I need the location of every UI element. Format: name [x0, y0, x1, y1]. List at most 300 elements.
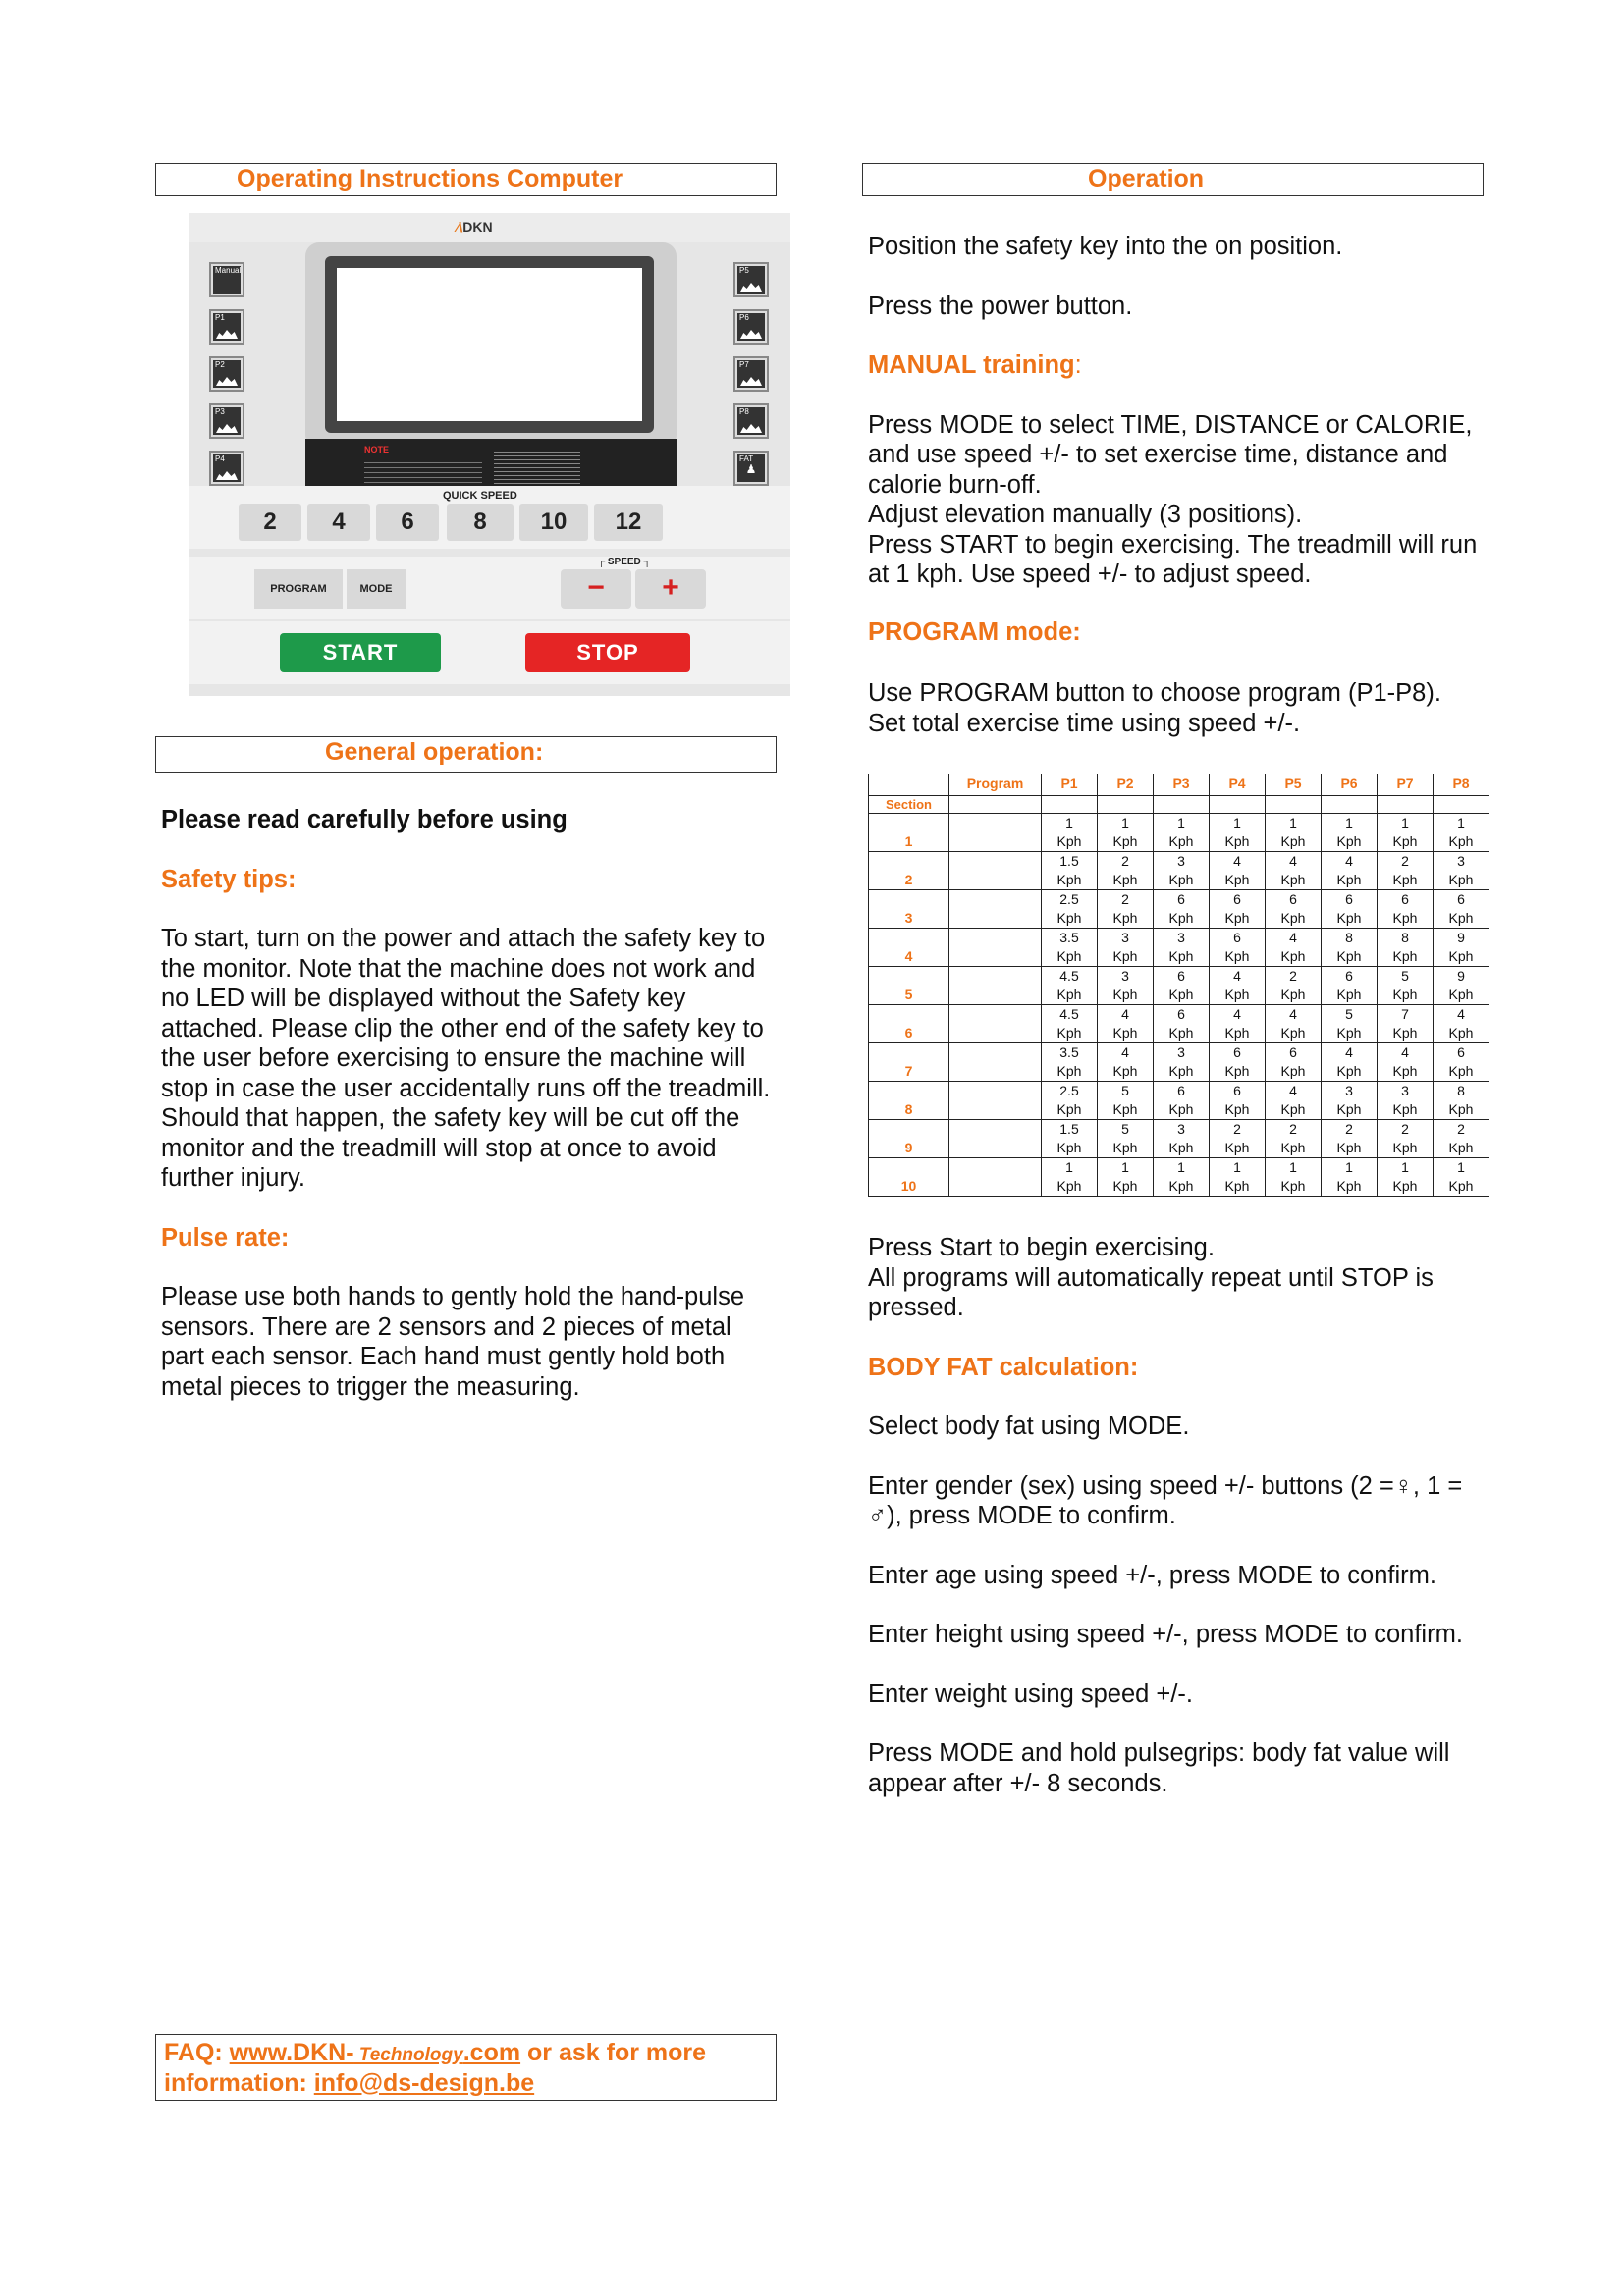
section-header: Section	[869, 796, 949, 814]
empty-cell	[949, 1158, 1042, 1197]
p6-button[interactable]	[735, 311, 767, 343]
speed-unit: Kph	[1168, 1063, 1194, 1079]
manual-heading-text: MANUAL training	[868, 351, 1075, 379]
spacer	[161, 1194, 776, 1223]
pulse-heading: Pulse rate:	[161, 1223, 290, 1252]
p8-button[interactable]	[735, 405, 767, 437]
speed-value: 3	[1457, 853, 1465, 869]
speed-cell	[1042, 1120, 1098, 1158]
fat-label: FAT	[739, 454, 754, 463]
quick-speed-4-button[interactable]: 4	[307, 504, 370, 541]
speed-cell	[1322, 1043, 1378, 1082]
speed-value: 6	[1177, 891, 1185, 907]
table-row	[869, 1082, 1489, 1120]
empty-cell	[1266, 796, 1322, 814]
speed-cell	[1378, 967, 1434, 1005]
quick-speed-8-button[interactable]: 8	[447, 504, 514, 541]
speed-unit: Kph	[1224, 1101, 1250, 1117]
speed-cell	[1322, 1082, 1378, 1120]
speed-cell	[1154, 1120, 1210, 1158]
spacer	[868, 1382, 1487, 1412]
speed-unit: Kph	[1280, 833, 1306, 849]
speed-value: 5	[1121, 1083, 1129, 1098]
mode-button[interactable]: MODE	[347, 569, 406, 609]
speed-unit: Kph	[1168, 1178, 1194, 1194]
speed-cell	[1098, 1082, 1154, 1120]
table-row	[869, 1043, 1489, 1082]
console-brand: DKN	[462, 219, 493, 235]
speed-value: 8	[1345, 930, 1353, 945]
speed-value: 6	[1401, 891, 1409, 907]
speed-cell	[1210, 1043, 1266, 1082]
speed-unit: Kph	[1224, 1140, 1250, 1155]
speed-cell	[1266, 1082, 1322, 1120]
empty-cell	[949, 890, 1042, 929]
speed-unit: Kph	[1224, 1063, 1250, 1079]
p4-label: P4	[215, 454, 225, 463]
quick-speed-label: QUICK SPEED	[443, 490, 517, 502]
speed-cell	[1434, 1005, 1489, 1043]
table-row	[869, 929, 1489, 967]
p1-button[interactable]	[211, 311, 243, 343]
speed-value: 6	[1345, 968, 1353, 984]
speed-value: 2	[1121, 891, 1129, 907]
p6-label: P6	[739, 313, 749, 322]
speed-value: 6	[1177, 1083, 1185, 1098]
bodyfat-text-6: Press MODE and hold pulsegrips: body fat value will appear after +/- 8 seconds.	[868, 1739, 1450, 1797]
speed-unit: Kph	[1224, 1025, 1250, 1041]
speed-cell	[1098, 814, 1154, 852]
speed-cell	[1378, 814, 1434, 852]
speed-value: 4	[1289, 930, 1297, 945]
section-cell: 6	[869, 1005, 949, 1043]
speed-cell	[1378, 890, 1434, 929]
spacer	[868, 321, 1487, 350]
faq-website-link[interactable]	[230, 2039, 520, 2066]
p3-label: P3	[215, 407, 225, 416]
p3-button[interactable]	[211, 405, 243, 437]
table-row	[869, 1120, 1489, 1158]
speed-unit: Kph	[1448, 1101, 1474, 1117]
safety-heading: Safety tips:	[161, 865, 297, 893]
corner-cell	[869, 774, 949, 796]
speed-cell	[1266, 1043, 1322, 1082]
quick-speed-12-button[interactable]: 12	[594, 504, 663, 541]
empty-cell	[1154, 796, 1210, 814]
spacer	[868, 262, 1487, 292]
speed-cell	[1098, 1120, 1154, 1158]
speed-cell	[1378, 1005, 1434, 1043]
speed-value: 4	[1289, 1006, 1297, 1022]
speed-value: 4	[1233, 853, 1241, 869]
speed-unit: Kph	[1224, 910, 1250, 926]
speed-cell	[1434, 1043, 1489, 1082]
speed-cell	[1098, 890, 1154, 929]
speed-unit: Kph	[1280, 987, 1306, 1002]
safety-key-text: Position the safety key into the on position.	[868, 233, 1343, 260]
manual-button[interactable]	[211, 264, 243, 295]
spacer	[161, 1253, 776, 1282]
col-header-p1: P1	[1042, 774, 1098, 796]
speed-cell	[1378, 1158, 1434, 1197]
spacer	[868, 590, 1487, 617]
speed-cell	[1210, 967, 1266, 1005]
speed-cell	[1210, 929, 1266, 967]
speed-cell	[1042, 1005, 1098, 1043]
manual-label: Manual	[215, 266, 242, 275]
section-cell: 7	[869, 1043, 949, 1082]
profile-icon	[740, 282, 762, 292]
speed-cell	[1322, 814, 1378, 852]
speed-cell	[1154, 967, 1210, 1005]
speed-cell	[1434, 890, 1489, 929]
speed-value: 1	[1345, 1159, 1353, 1175]
speed-cell	[1154, 929, 1210, 967]
speed-value: 1	[1177, 1159, 1185, 1175]
section-header-row	[869, 796, 1489, 814]
speed-cell	[1378, 929, 1434, 967]
col-header-p5: P5	[1266, 774, 1322, 796]
empty-cell	[949, 796, 1042, 814]
col-header-p8: P8	[1434, 774, 1489, 796]
speed-unit: Kph	[1168, 987, 1194, 1002]
speed-value: 2	[1345, 1121, 1353, 1137]
quick-speed-6-button[interactable]: 6	[376, 504, 439, 541]
right-heading-box	[862, 163, 1484, 196]
empty-cell	[949, 1120, 1042, 1158]
speed-cell	[1154, 1082, 1210, 1120]
empty-cell	[949, 929, 1042, 967]
speed-value: 1	[1065, 815, 1073, 830]
speed-unit: Kph	[1392, 833, 1418, 849]
speed-value: 4	[1289, 1083, 1297, 1098]
empty-cell	[949, 852, 1042, 890]
manual-heading	[868, 350, 1487, 381]
table-row	[869, 814, 1489, 852]
p5-label: P5	[739, 266, 749, 275]
spacer	[868, 647, 1487, 678]
profile-icon	[216, 470, 238, 480]
section-cell: 9	[869, 1120, 949, 1158]
speed-value: 1	[1121, 815, 1129, 830]
speed-cell	[1434, 1158, 1489, 1197]
col-header-p4: P4	[1210, 774, 1266, 796]
speed-value: 1	[1177, 815, 1185, 830]
speed-value: 9	[1457, 930, 1465, 945]
speed-cell	[1434, 852, 1489, 890]
treadmill-console-image	[189, 213, 790, 696]
safety-text: To start, turn on the power and attach the safety key to the monitor. Note that the machine does not work and no LED will be displayed without the Safety key attached. Please clip the other end of the safety key to the user before exercising to ensure the machine will stop in case the user accidentally runs off the treadmill. Should that happen, the safety key will be cut off the monitor and the treadmill will stop at once to avoid further injury.	[161, 925, 771, 1192]
speed-unit: Kph	[1336, 1063, 1362, 1079]
speed-value: 4	[1401, 1044, 1409, 1060]
speed-value: 8	[1457, 1083, 1465, 1098]
spacer	[868, 381, 1487, 410]
read-carefully: Please read carefully before using	[161, 806, 568, 833]
col-header-p2: P2	[1098, 774, 1154, 796]
fat-button[interactable]	[735, 453, 767, 484]
speed-unit: Kph	[1336, 948, 1362, 964]
table-row	[869, 967, 1489, 1005]
start-button[interactable]: START	[280, 633, 441, 672]
speed-cell	[1210, 1082, 1266, 1120]
speed-value: 4	[1345, 853, 1353, 869]
speed-value: 5	[1401, 968, 1409, 984]
program-table-body	[869, 814, 1489, 1197]
left-heading-box	[155, 163, 777, 196]
speed-cell	[1042, 1158, 1098, 1197]
p2-button[interactable]	[211, 358, 243, 390]
empty-cell	[949, 814, 1042, 852]
speed-plus-button[interactable]: +	[635, 569, 706, 609]
bodyfat-text-3: Enter age using speed +/-, press MODE to confirm.	[868, 1561, 1436, 1589]
speed-value: 3	[1345, 1083, 1353, 1098]
speed-value: 3	[1121, 968, 1129, 984]
program-table	[868, 774, 1489, 1197]
speed-cell	[1098, 967, 1154, 1005]
speed-cell	[1434, 1120, 1489, 1158]
speed-cell	[1322, 890, 1378, 929]
speed-unit: Kph	[1448, 987, 1474, 1002]
speed-value: 6	[1233, 930, 1241, 945]
bodyfat-heading: BODY FAT calculation:	[868, 1353, 1139, 1381]
speed-value: 2	[1401, 1121, 1409, 1137]
speed-value: 1	[1457, 1159, 1465, 1175]
empty-cell	[1210, 796, 1266, 814]
section-cell: 8	[869, 1082, 949, 1120]
profile-icon	[740, 329, 762, 339]
program-text-1: Use PROGRAM button to choose program (P1-P8).	[868, 679, 1441, 707]
speed-cell	[1154, 1043, 1210, 1082]
faq-middle: or ask for more information:	[164, 2039, 707, 2097]
speed-unit: Kph	[1392, 872, 1418, 887]
left-heading: Operating Instructions Computer	[237, 165, 623, 192]
manual-heading-colon: :	[1074, 351, 1082, 379]
program-button[interactable]: PROGRAM	[254, 569, 343, 609]
section-cell: 2	[869, 852, 949, 890]
speed-value: 3	[1121, 930, 1129, 945]
speed-cell	[1154, 890, 1210, 929]
speed-unit: Kph	[1112, 1025, 1138, 1041]
note-label: NOTE	[364, 445, 390, 454]
general-heading: General operation:	[325, 738, 544, 766]
speed-cell	[1042, 1082, 1098, 1120]
speed-unit: Kph	[1392, 910, 1418, 926]
program-text-2: Set total exercise time using speed +/-.	[868, 709, 1301, 737]
empty-cell	[949, 1005, 1042, 1043]
speed-value: 4	[1121, 1006, 1129, 1022]
spacer	[868, 1709, 1487, 1738]
table-row	[869, 890, 1489, 929]
speed-value: 1	[1065, 1159, 1073, 1175]
speed-unit: Kph	[1056, 1178, 1082, 1194]
empty-cell	[949, 1082, 1042, 1120]
speed-value: 3	[1177, 853, 1185, 869]
right-text-bottom	[868, 1233, 1487, 1798]
speed-unit: Kph	[1392, 1025, 1418, 1041]
program-heading: PROGRAM mode:	[868, 617, 1081, 646]
speed-unit: Kph	[1448, 833, 1474, 849]
speed-unit: Kph	[1448, 1140, 1474, 1155]
speed-value: 1	[1457, 815, 1465, 830]
speed-unit: Kph	[1280, 1063, 1306, 1079]
speed-unit: Kph	[1280, 1178, 1306, 1194]
p4-button[interactable]	[211, 453, 243, 484]
speed-unit: Kph	[1280, 1025, 1306, 1041]
bodyfat-text-2: Enter gender (sex) using speed +/- buttons (2 =♀, 1 = ♂), press MODE to confirm.	[868, 1471, 1463, 1529]
speed-cell	[1154, 814, 1210, 852]
speed-cell	[1434, 814, 1489, 852]
speed-value: 7	[1401, 1006, 1409, 1022]
faq-link-tech: Technology	[353, 2045, 463, 2065]
speed-unit: Kph	[1112, 872, 1138, 887]
speed-unit: Kph	[1336, 910, 1362, 926]
empty-cell	[949, 967, 1042, 1005]
speed-unit: Kph	[1448, 1025, 1474, 1041]
speed-unit: Kph	[1112, 948, 1138, 964]
speed-value: 2	[1289, 968, 1297, 984]
speed-unit: Kph	[1280, 1140, 1306, 1155]
speed-unit: Kph	[1168, 1025, 1194, 1041]
spacer	[868, 1442, 1487, 1471]
right-text-top	[868, 232, 1487, 738]
speed-cell	[1098, 1005, 1154, 1043]
speed-unit: Kph	[1280, 872, 1306, 887]
speed-unit: Kph	[1336, 1025, 1362, 1041]
p7-button[interactable]	[735, 358, 767, 390]
speed-value: 3	[1177, 1121, 1185, 1137]
speed-cell	[1322, 967, 1378, 1005]
spacer	[161, 835, 776, 865]
speed-unit: Kph	[1056, 833, 1082, 849]
faq-link-part-a: www.DKN-	[229, 2039, 354, 2066]
speed-cell	[1434, 929, 1489, 967]
speed-unit: Kph	[1336, 987, 1362, 1002]
speed-unit: Kph	[1168, 1140, 1194, 1155]
p8-label: P8	[739, 407, 749, 416]
speed-cell	[1042, 1043, 1098, 1082]
speed-value: 4	[1121, 1044, 1129, 1060]
spacer	[868, 1531, 1487, 1561]
speed-unit: Kph	[1392, 948, 1418, 964]
empty-cell	[1378, 796, 1434, 814]
p2-label: P2	[215, 360, 225, 369]
faq-prefix: FAQ:	[164, 2039, 230, 2066]
quick-speed-2-button[interactable]: 2	[239, 504, 301, 541]
faq-email-link[interactable]: info@ds-design.be	[313, 2069, 535, 2097]
p5-button[interactable]	[735, 264, 767, 295]
speed-cell	[1434, 967, 1489, 1005]
speed-cell	[1154, 1158, 1210, 1197]
speed-unit: Kph	[1056, 1140, 1082, 1155]
speed-value: 6	[1177, 1006, 1185, 1022]
speed-label-group: ┌ SPEED ┐	[598, 557, 651, 567]
speed-cell	[1322, 929, 1378, 967]
spacer	[161, 894, 776, 924]
speed-value: 2.5	[1059, 891, 1079, 907]
speed-cell	[1378, 852, 1434, 890]
speed-value: 3.5	[1059, 930, 1079, 945]
section-cell: 4	[869, 929, 949, 967]
section-cell: 3	[869, 890, 949, 929]
speed-cell	[1322, 1158, 1378, 1197]
speed-cell	[1322, 852, 1378, 890]
speed-value: 2.5	[1059, 1083, 1079, 1098]
speed-value: 6	[1233, 891, 1241, 907]
speed-value: 2	[1457, 1121, 1465, 1137]
speed-unit: Kph	[1336, 1101, 1362, 1117]
speed-unit: Kph	[1224, 948, 1250, 964]
console-brand-logo: ∕\DKN	[457, 219, 493, 235]
speed-cell	[1266, 852, 1322, 890]
empty-cell	[1042, 796, 1098, 814]
quick-speed-10-button[interactable]: 10	[519, 504, 588, 541]
table-row	[869, 1005, 1489, 1043]
speed-unit: Kph	[1168, 872, 1194, 887]
empty-cell	[1434, 796, 1489, 814]
faq-box	[155, 2034, 777, 2101]
speed-value: 3	[1177, 1044, 1185, 1060]
speed-unit: Kph	[1168, 910, 1194, 926]
speed-minus-button[interactable]: −	[561, 569, 631, 609]
speed-value: 1.5	[1059, 1121, 1079, 1137]
speed-cell	[1210, 814, 1266, 852]
empty-cell	[949, 1043, 1042, 1082]
profile-icon	[216, 376, 238, 386]
speed-value: 1	[1233, 1159, 1241, 1175]
speed-cell	[1322, 1005, 1378, 1043]
bodyfat-text-4: Enter height using speed +/-, press MODE to confirm.	[868, 1621, 1463, 1648]
program-header: Program	[949, 774, 1042, 796]
spacer	[868, 1650, 1487, 1680]
speed-value: 6	[1177, 968, 1185, 984]
col-header-p6: P6	[1322, 774, 1378, 796]
speed-value: 4	[1345, 1044, 1353, 1060]
speed-cell	[1098, 1158, 1154, 1197]
person-icon: ♟	[745, 462, 757, 476]
speed-unit: Kph	[1056, 1101, 1082, 1117]
speed-unit: Kph	[1112, 1178, 1138, 1194]
speed-value: 4	[1457, 1006, 1465, 1022]
speed-unit: Kph	[1448, 910, 1474, 926]
right-heading: Operation	[1088, 165, 1205, 192]
speed-cell	[1154, 852, 1210, 890]
speed-value: 2	[1121, 853, 1129, 869]
speed-unit: Kph	[1224, 987, 1250, 1002]
speed-value: 1	[1289, 1159, 1297, 1175]
faq-link-part-b: .com	[462, 2039, 521, 2066]
speed-value: 6	[1289, 1044, 1297, 1060]
table-row	[869, 1158, 1489, 1197]
speed-unit: Kph	[1336, 1178, 1362, 1194]
stop-button[interactable]: STOP	[525, 633, 690, 672]
speed-value: 1	[1233, 815, 1241, 830]
speed-value: 4.5	[1059, 968, 1079, 984]
speed-value: 2	[1401, 853, 1409, 869]
profile-icon	[216, 423, 238, 433]
manual-text-1: Press MODE to select TIME, DISTANCE or CALORIE, and use speed +/- to set exercise time, distance and calorie burn-off.	[868, 410, 1473, 499]
speed-cell	[1042, 967, 1098, 1005]
speed-unit: Kph	[1448, 948, 1474, 964]
speed-cell	[1434, 1082, 1489, 1120]
profile-icon	[740, 423, 762, 433]
speed-cell	[1098, 852, 1154, 890]
speed-value: 6	[1233, 1083, 1241, 1098]
speed-value: 4	[1233, 1006, 1241, 1022]
speed-value: 4	[1289, 853, 1297, 869]
speed-unit: Kph	[1224, 1178, 1250, 1194]
speed-cell	[1042, 890, 1098, 929]
section-cell: 5	[869, 967, 949, 1005]
